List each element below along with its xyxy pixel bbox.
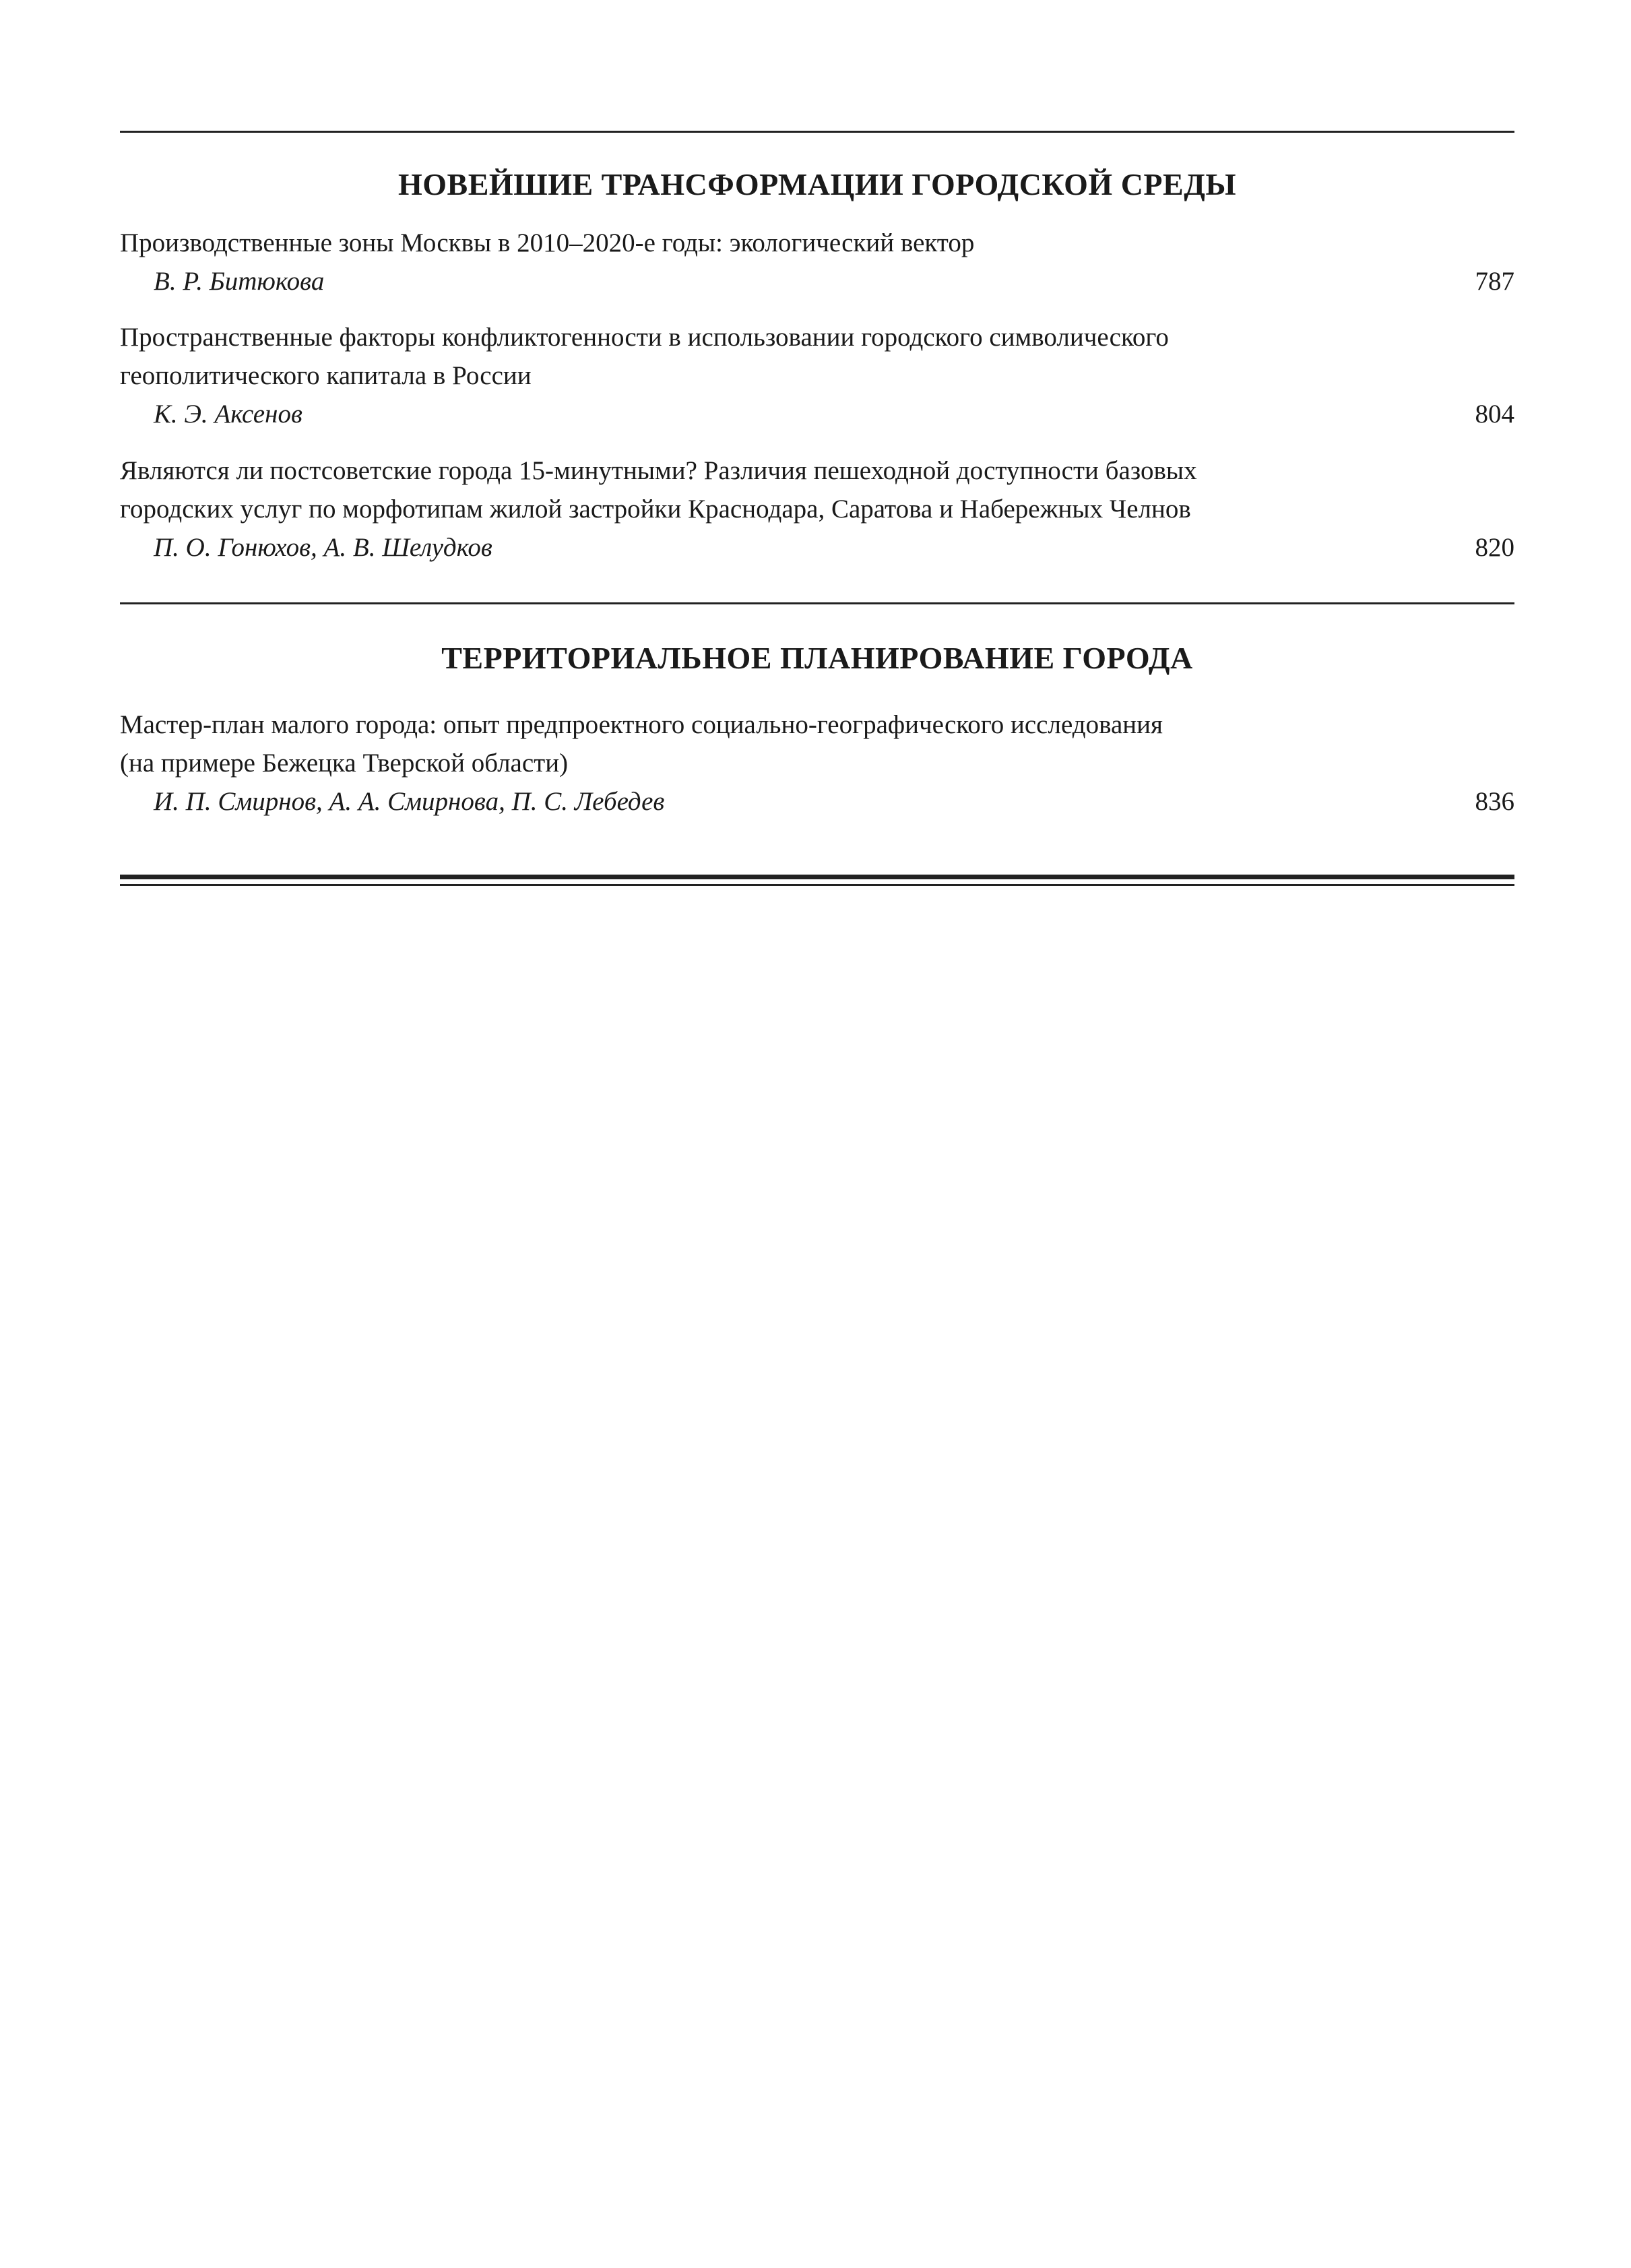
entry-title-line: Мастер-план малого города: опыт предпроектного социально-географического исследования [120,710,1163,739]
toc-entry[interactable] [120,451,1514,567]
toc-entry[interactable] [120,705,1514,821]
section-divider-top [120,131,1514,133]
end-divider-thick [120,875,1514,879]
section-title-territorial-planning: ТЕРРИТОРИАЛЬНОЕ ПЛАНИРОВАНИЕ ГОРОДА [441,641,1193,675]
entry-author-row [120,395,1514,433]
end-divider-thin [120,884,1514,886]
toc-entry[interactable] [120,224,1514,301]
entry-authors: И. П. Смирнов, А. А. Смирнова, П. С. Лебедев [154,787,665,816]
entry-page-number: 820 [1475,533,1514,562]
entry-author-row [120,782,1514,821]
entry-page-number: 836 [1475,787,1514,816]
entry-title-line: геополитического капитала в России [120,361,532,390]
entry-authors: П. О. Гонюхов, А. В. Шелудков [154,533,492,562]
entry-title-line: (на примере Бежецка Тверской области) [120,749,569,778]
section-title-urban-transformations: НОВЕЙШИЕ ТРАНСФОРМАЦИИ ГОРОДСКОЙ СРЕДЫ [397,167,1237,201]
entry-page-number: 804 [1475,400,1514,429]
entry-authors: К. Э. Аксенов [154,400,302,429]
entry-title-line: городских услуг по морфотипам жилой застройки Краснодара, Саратова и Набережных Челнов [120,495,1191,524]
entry-author-row [120,528,1514,567]
entry-title-line: Являются ли постсоветские города 15-минутными? Различия пешеходной доступности базовых [120,456,1197,485]
entry-title-line: Производственные зоны Москвы в 2010–2020-е годы: экологический вектор [120,228,975,257]
toc-entry[interactable] [120,318,1514,433]
entry-authors: В. Р. Битюкова [154,267,325,296]
section-divider [120,602,1514,604]
entry-author-row [120,262,1514,301]
entry-page-number: 787 [1475,267,1514,296]
entry-title-line: Пространственные факторы конфликтогенности в использовании городского символического [120,323,1169,352]
